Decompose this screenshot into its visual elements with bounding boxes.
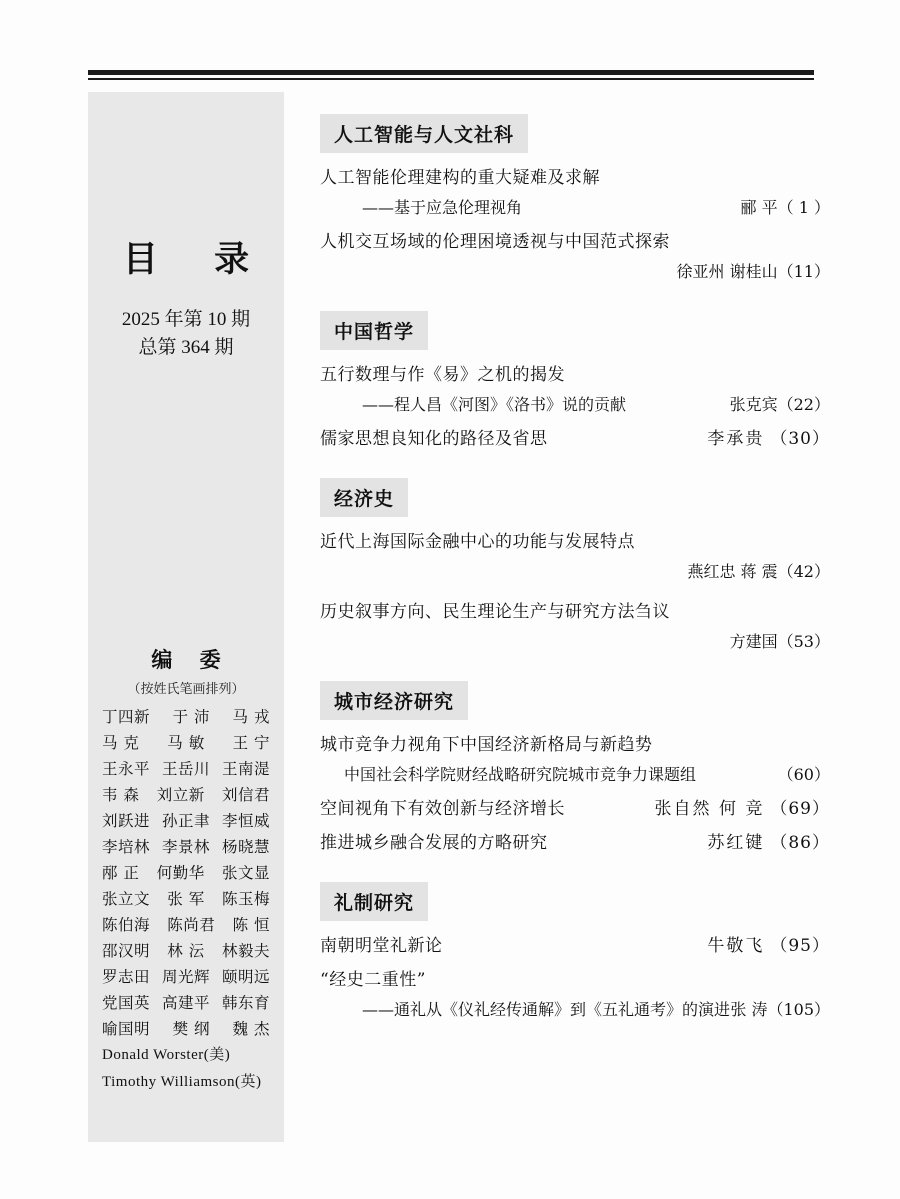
masthead-column [88,92,284,1142]
issue-number: 2025 年第 10 期 [121,309,251,330]
section-heading: 中国哲学 [320,311,428,350]
editor-row [92,886,280,912]
toc-entry[interactable] [320,965,830,1025]
entry-author-line [320,557,830,587]
entry-author-line [320,257,830,287]
editor-name: 颐明远 [221,968,270,986]
article-authors: 张克宾 [729,395,778,414]
editor-row: Timothy Williamson(英) [102,1074,262,1090]
entry-subtitle-line [320,390,830,420]
article-title: 近代上海国际金融中心的功能与发展特点 [320,532,635,552]
article-page: （95） [770,936,830,956]
editor-name: 邴 正 [102,864,140,882]
editor-name: 张文显 [221,864,270,882]
toc-entry[interactable] [320,360,830,420]
article-page: （69） [770,799,830,819]
toc-section [320,864,830,1025]
editor-name: 何勤华 [156,864,205,882]
toc-section [320,663,830,858]
editor-name: 李培林 [102,838,151,856]
editor-row [92,808,280,834]
article-subtitle: ——程人昌《河图》《洛书》说的贡献 [362,395,627,414]
editorial-board-list [92,704,280,1096]
editor-name: 张立文 [102,890,151,908]
top-rule-thick [88,70,814,75]
article-authors: 燕红忠 蒋 震 [687,562,778,581]
editor-row [92,1016,280,1042]
article-page: （30） [770,429,830,449]
editor-name: 王永平 [102,760,151,778]
article-page: （60） [777,765,830,784]
editor-row [92,782,280,808]
article-authors: 李承贵 [707,429,765,449]
editor-name: 罗志田 [102,968,151,986]
editor-row [92,912,280,938]
entry-title-line [320,965,830,995]
article-page: （86） [770,833,830,853]
article-title: 推进城乡融合发展的方略研究 [320,833,548,853]
article-authors: 张自然 何 竞 [654,799,765,819]
toc-entry[interactable] [320,828,830,858]
entry-title-line [320,360,830,390]
editor-name: 丁四新 [102,708,151,726]
article-title: 儒家思想良知化的路径及省思 [320,429,548,449]
editor-name: 林 沄 [167,942,205,960]
editor-name: 樊 纲 [172,1020,210,1038]
editor-name: 陈玉梅 [221,890,270,908]
entry-author-line [320,760,830,790]
article-page: （22） [777,395,830,414]
entry-subtitle-line [320,995,830,1025]
editor-name: 杨晓慧 [221,838,270,856]
section-heading: 礼制研究 [320,882,428,921]
editor-name: 李恒威 [221,812,270,830]
article-title: 空间视角下有效创新与经济增长 [320,799,565,819]
issue-total-number: 总第 364 期 [138,337,234,358]
editor-name: 李景林 [161,838,210,856]
editorial-board-title: 编 委 [151,647,231,672]
editor-name: 刘跃进 [102,812,151,830]
entry-title-line [320,931,830,961]
article-authors: 牛敬飞 [707,936,765,956]
article-title: 城市竞争力视角下中国经济新格局与新趋势 [320,735,653,755]
section-heading: 人工智能与人文社科 [320,114,528,153]
editor-name: 马 敏 [167,734,205,752]
editor-name: 陈 恒 [232,916,270,934]
article-authors: 郦 平 [740,198,778,217]
page-title: 目 录 [122,239,272,280]
editor-name: 马 克 [102,734,140,752]
article-authors: 徐亚州 谢桂山 [676,262,778,281]
editor-name: 王南湜 [221,760,270,778]
entry-subtitle-line [320,193,830,223]
toc-entry[interactable] [320,163,830,223]
article-authors: 中国社会科学院财经战略研究院城市竞争力课题组 [344,765,697,784]
article-page: （53） [777,632,830,651]
article-authors: 苏红键 [707,833,765,853]
article-subtitle: ——基于应急伦理视角 [362,198,523,217]
entry-title-line [320,227,830,257]
toc-entry[interactable] [320,227,830,287]
toc-entry[interactable] [320,794,830,824]
entry-title-line [320,424,830,454]
editor-name: 王 宁 [232,734,270,752]
entry-title-line [320,730,830,760]
entry-title-line [320,828,830,858]
section-heading: 经济史 [320,478,408,517]
toc-section [320,460,830,657]
article-title: 人工智能伦理建构的重大疑难及求解 [320,168,600,188]
article-title: 南朝明堂礼新论 [320,936,443,956]
editor-name: 刘立新 [156,786,205,804]
editorial-board-note: （按姓氏笔画排列） [127,682,245,697]
toc-entry[interactable] [320,527,830,587]
toc-section [320,96,830,287]
editor-row [92,756,280,782]
editor-name: 孙正聿 [161,812,210,830]
editor-name: 于 沛 [172,708,210,726]
editor-row [92,834,280,860]
editor-name: 陈伯海 [102,916,151,934]
editor-row [92,860,280,886]
editor-row [92,990,280,1016]
editor-name: 喻国明 [102,1020,151,1038]
editor-name: 王岳川 [161,760,210,778]
article-page: （42） [777,562,830,581]
entry-title-line [320,597,830,627]
editor-name: 刘信君 [221,786,270,804]
toc-entry[interactable] [320,597,830,657]
editor-row [92,704,280,730]
entry-author-line [320,627,830,657]
article-authors: 张 涛 [730,1000,768,1019]
toc-content [320,96,830,1031]
article-authors: 方建国 [729,632,778,651]
editor-name: 魏 杰 [232,1020,270,1038]
article-page: （11） [777,262,830,281]
toc-entry[interactable] [320,730,830,790]
editor-name: 马 戎 [232,708,270,726]
editor-name: 高建平 [161,994,210,1012]
entry-title-line [320,527,830,557]
article-subtitle: ——通礼从《仪礼经传通解》到《五礼通考》的演进 [362,1000,731,1019]
toc-entry[interactable] [320,424,830,454]
entry-title-line [320,163,830,193]
article-title: 人机交互场域的伦理困境透视与中国范式探索 [320,232,670,252]
editor-name: 韩东育 [221,994,270,1012]
article-page: （105） [767,1000,830,1019]
editor-name: 周光辉 [161,968,210,986]
article-title: 五行数理与作《易》之机的揭发 [320,365,565,385]
article-page: （ 1 ） [777,198,830,217]
editor-name: 陈尚君 [167,916,216,934]
editor-name: 党国英 [102,994,151,1012]
toc-entry[interactable] [320,931,830,961]
article-title: 历史叙事方向、民生理论生产与研究方法刍议 [320,602,670,622]
editor-name: 林毅夫 [221,942,270,960]
editor-row [92,964,280,990]
toc-section [320,293,830,454]
editor-row: Donald Worster(美) [102,1047,231,1063]
editor-row [92,730,280,756]
article-title: “经史二重性” [320,970,426,990]
section-heading: 城市经济研究 [320,681,468,720]
editor-row [92,938,280,964]
editor-name: 邵汉明 [102,942,151,960]
entry-title-line [320,794,830,824]
editor-name: 张 军 [167,890,205,908]
top-rule-thin [88,78,814,80]
editor-name: 韦 森 [102,786,140,804]
